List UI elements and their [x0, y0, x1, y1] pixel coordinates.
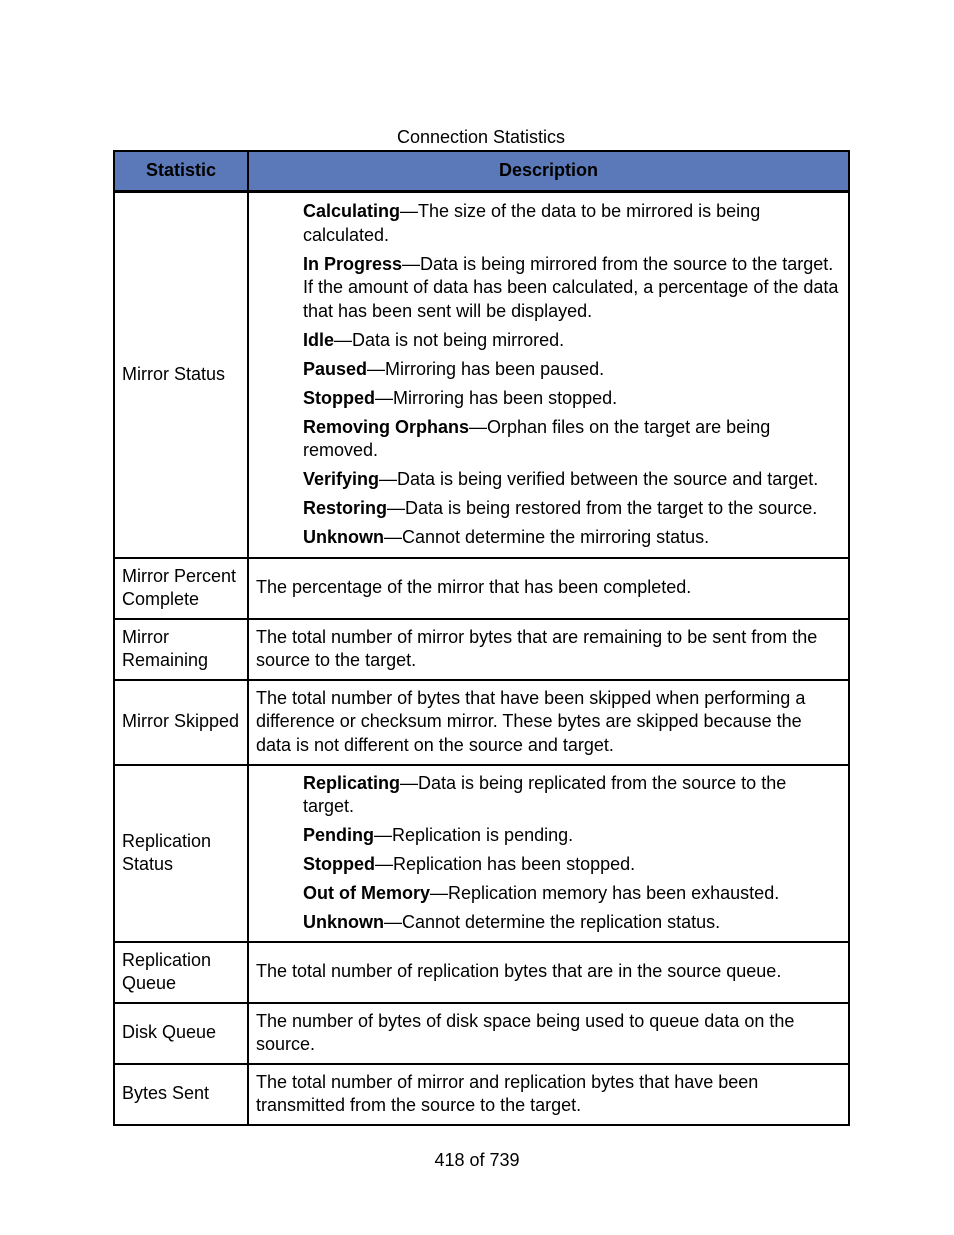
statistic-description [248, 192, 849, 558]
status-term: Out of Memory [303, 883, 431, 903]
status-term: Idle [303, 329, 335, 350]
statistic-column-header: Statistic [114, 151, 248, 192]
list-item [303, 200, 841, 247]
description-column-header: Description [248, 151, 849, 192]
list-item [303, 468, 841, 492]
table-row-mirror-skipped [114, 680, 849, 765]
status-term: Replicating [303, 772, 401, 793]
list-item [303, 882, 841, 906]
connection-statistics-table [113, 150, 850, 1126]
page-indicator: 418 of 739 [434, 1150, 520, 1170]
list-item [303, 526, 841, 550]
status-text: —Data is not being mirrored. [334, 329, 565, 350]
status-term: Stopped [303, 387, 375, 408]
statistic-name: Mirror Status [114, 192, 248, 558]
status-term: Verifying [303, 469, 380, 489]
status-text: —Replication memory has been exhausted. [430, 883, 780, 903]
statistic-description: The percentage of the mirror that has been completed. [248, 558, 849, 619]
replication-status-list [256, 772, 841, 935]
list-item [303, 358, 841, 382]
status-text: —Replication has been stopped. [375, 854, 636, 874]
statistic-description: The total number of mirror and replication bytes that have been transmitted from the source to the target. [248, 1064, 849, 1125]
statistic-name: Mirror Remaining [114, 619, 248, 680]
status-term: Stopped [303, 854, 375, 874]
statistic-name: Replication Status [114, 765, 248, 942]
status-text: —Cannot determine the replication status. [384, 912, 721, 932]
statistic-description: The total number of replication bytes that are in the source queue. [248, 942, 849, 1003]
statistic-description: The number of bytes of disk space being used to queue data on the source. [248, 1003, 849, 1064]
list-item [303, 772, 841, 819]
status-term: Restoring [303, 498, 388, 518]
status-term: Unknown [303, 527, 384, 547]
status-term: Removing Orphans [303, 416, 470, 437]
statistic-name: Disk Queue [114, 1003, 248, 1064]
status-term: In Progress [303, 253, 403, 274]
status-term: Pending [303, 825, 374, 845]
status-term: Unknown [303, 912, 384, 932]
list-item [303, 911, 841, 935]
statistic-name: Bytes Sent [114, 1064, 248, 1125]
mirror-status-list [256, 200, 841, 550]
status-text: —Data is being mirrored from the source to the target. If the amount of data has been calculated, a percentage of the data that has been sent will be displayed. [303, 253, 839, 321]
table-row-disk-queue [114, 1003, 849, 1064]
table-row-replication-queue [114, 942, 849, 1003]
status-text: —Replication is pending. [374, 825, 574, 845]
status-text: —Mirroring has been paused. [367, 358, 605, 379]
status-text: —Mirroring has been stopped. [375, 387, 618, 408]
status-text: —Data is being replicated from the source to the target. [303, 772, 787, 816]
list-item [303, 824, 841, 848]
list-item [303, 329, 841, 353]
status-text: —Data is being restored from the target to the source. [387, 498, 818, 518]
table-header-row [114, 151, 849, 192]
table-row-mirror-percent-complete [114, 558, 849, 619]
statistic-name: Replication Queue [114, 942, 248, 1003]
table-caption: Connection Statistics [396, 127, 566, 147]
statistic-description [248, 765, 849, 942]
statistic-description: The total number of mirror bytes that are remaining to be sent from the source to the target. [248, 619, 849, 680]
list-item [303, 253, 841, 324]
status-text: —Data is being verified between the source and target. [379, 469, 819, 489]
status-text: —Orphan files on the target are being removed. [303, 416, 771, 460]
status-text: —Cannot determine the mirroring status. [384, 527, 710, 547]
status-text: —The size of the data to be mirrored is being calculated. [303, 201, 761, 245]
table-row-bytes-sent [114, 1064, 849, 1125]
statistic-description: The total number of bytes that have been skipped when performing a difference or checksum mirror. These bytes are skipped because the data is not different on the source and target. [248, 680, 849, 765]
statistic-name: Mirror Skipped [114, 680, 248, 765]
statistic-name: Mirror Percent Complete [114, 558, 248, 619]
table-row-replication-status [114, 765, 849, 942]
table-row-mirror-remaining [114, 619, 849, 680]
status-term: Calculating [303, 201, 401, 221]
list-item [303, 853, 841, 877]
table-row-mirror-status [114, 192, 849, 558]
list-item [303, 387, 841, 411]
list-item [303, 497, 841, 521]
list-item [303, 416, 841, 463]
status-term: Paused [303, 358, 368, 379]
